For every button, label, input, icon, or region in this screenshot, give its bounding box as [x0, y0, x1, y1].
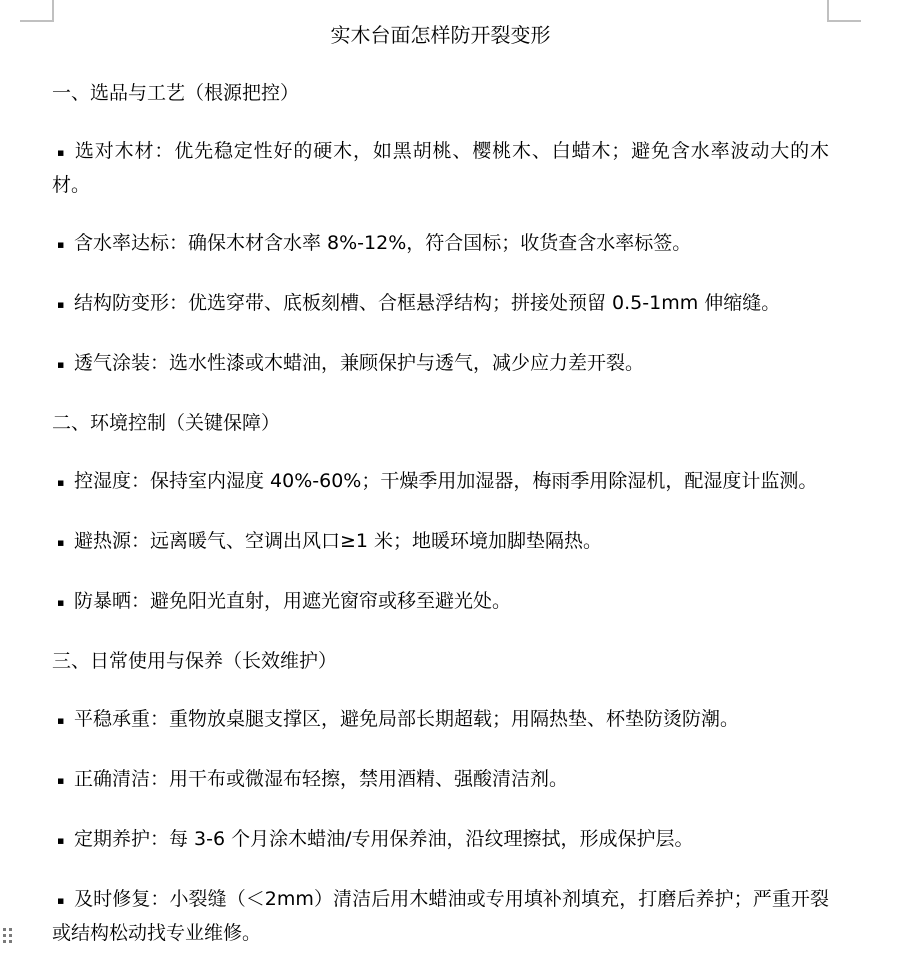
bullet-item[interactable]: [52, 347, 829, 381]
bullet-item-text: 定期养护：每 3-6 个月涂木蜡油/专用保养油，沿纹理擦拭，形成保护层。: [74, 828, 694, 850]
section-heading-3[interactable]: 三、日常使用与保养（长效维护）: [52, 650, 338, 672]
margin-mark-top-left-icon: [20, 0, 54, 22]
bullet-icon: ▪: [57, 714, 65, 727]
bullet-item-text: 含水率达标：确保木材含水率 8%-12%，符合国标；收货查含水率标签。: [74, 232, 692, 254]
bullet-item[interactable]: [52, 703, 829, 737]
bullet-item-text: 正确清洁：用干布或微湿布轻擦，禁用酒精、强酸清洁剂。: [74, 768, 569, 790]
bullet-icon: ▪: [57, 238, 65, 251]
bullet-item-text: 选对木材：优先稳定性好的硬木，如黑胡桃、樱桃木、白蜡木；避免含水率波动大的木材。: [52, 140, 829, 196]
bullet-icon: ▪: [57, 536, 65, 549]
dot: [3, 928, 6, 931]
bullet-item[interactable]: [52, 287, 829, 321]
bullet-item-text: 结构防变形：优选穿带、底板刻槽、合框悬浮结构；拼接处预留 0.5-1mm 伸缩缝。: [74, 292, 781, 314]
bullet-icon: ▪: [57, 596, 65, 609]
dot: [3, 940, 6, 943]
dot: [9, 934, 12, 937]
bullet-item-text: 避热源：远离暖气、空调出风口≥1 米；地暖环境加脚垫隔热。: [74, 530, 603, 552]
document-body[interactable]: [52, 19, 829, 957]
bullet-item[interactable]: [52, 465, 829, 499]
bullet-icon: ▪: [57, 894, 65, 907]
dot: [9, 940, 12, 943]
bullet-item-text: 防暴晒：避免阳光直射，用遮光窗帘或移至避光处。: [74, 590, 512, 612]
dot: [3, 934, 6, 937]
section-heading-2[interactable]: 二、环境控制（关键保障）: [52, 412, 281, 434]
section-heading-1[interactable]: 一、选品与工艺（根源把控）: [52, 82, 300, 104]
bullet-icon: ▪: [57, 298, 65, 311]
bullet-item[interactable]: [52, 823, 829, 857]
dot: [9, 928, 12, 931]
bullet-item-text: 透气涂装：选水性漆或木蜡油，兼顾保护与透气，减少应力差开裂。: [74, 352, 645, 374]
bullet-item[interactable]: [52, 135, 829, 201]
bullet-item[interactable]: [52, 883, 829, 949]
bullet-item[interactable]: [52, 763, 829, 797]
bullet-item[interactable]: [52, 227, 829, 261]
margin-mark-top-right-icon: [827, 0, 861, 22]
bullet-item-text: 平稳承重：重物放桌腿支撑区，避免局部长期超载；用隔热垫、杯垫防烫防潮。: [74, 708, 740, 730]
document-title[interactable]: 实木台面怎样防开裂变形: [330, 23, 551, 47]
bullet-icon: ▪: [57, 146, 65, 159]
drag-handle-icon[interactable]: [3, 928, 12, 943]
bullet-icon: ▪: [57, 834, 65, 847]
bullet-icon: ▪: [57, 774, 65, 787]
bullet-item[interactable]: [52, 525, 829, 559]
bullet-item-text: 及时修复：小裂缝（＜2mm）清洁后用木蜡油或专用填补剂填充，打磨后养护；严重开裂或结构松动找专业维修。: [52, 888, 829, 944]
bullet-icon: ▪: [57, 476, 65, 489]
bullet-item-text: 控湿度：保持室内湿度 40%-60%；干燥季用加湿器，梅雨季用除湿机，配湿度计监测。: [74, 470, 818, 492]
bullet-icon: ▪: [57, 358, 65, 371]
bullet-item[interactable]: [52, 585, 829, 619]
